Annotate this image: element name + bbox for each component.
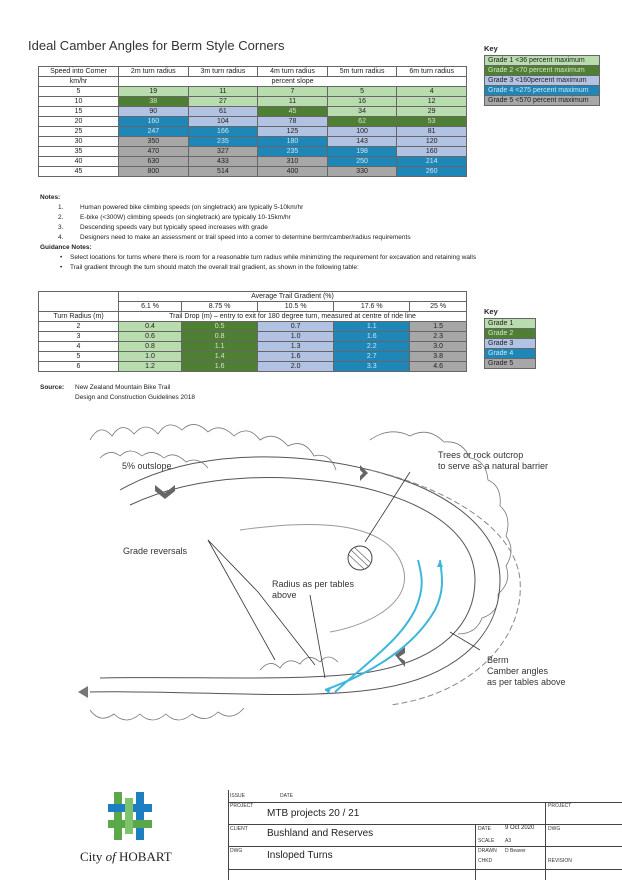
header-cell: Turn Radius (m) [39,312,119,322]
key-row [485,339,536,349]
drop-cell: 3.8 [410,352,467,362]
camber-cell: 260 [397,167,467,177]
table-row [39,322,467,332]
camber-table-header [39,67,467,77]
note-item: 4. Designers need to make an assessment or trail speed into a corner to determine berm/camber/radius requirements [58,234,411,241]
key-item: Grade 1 <36 percent maximum [485,56,600,66]
table-row [39,342,467,352]
camber-cell: 81 [397,127,467,137]
city-wordmark: City of HOBART [80,849,172,864]
drop-cell: 1.6 [258,352,334,362]
radius-leader [310,595,325,678]
camber-cell: 310 [258,157,328,167]
radius-cell: 2 [39,322,119,332]
outslope-label: 5% outslope [122,461,172,471]
header-cell: 5m turn radius [327,67,397,77]
camber-cell: 100 [327,127,397,137]
table-row [39,352,467,362]
camber-cell: 19 [119,87,189,97]
table-row [39,147,467,157]
camber-cell: 433 [188,157,258,167]
scale-label: SCALE [478,838,495,844]
key-item: Grade 4 [485,349,536,359]
key-item: Grade 3 <160percent maximum [485,76,600,86]
key-item: Grade 2 [485,329,536,339]
radius-label: Radius as per tables above [272,579,355,600]
gradient-header: 10.5 % [258,302,334,312]
drop-cell: 1.4 [182,352,258,362]
barrier-leader [365,472,410,542]
key-item: Grade 1 [485,319,536,329]
project-label: PROJECT [230,803,254,809]
gradient-header: 17.6 % [334,302,410,312]
speed-cell: 5 [39,87,119,97]
camber-cell: 247 [119,127,189,137]
guidance-item: • Trail gradient through the turn should match the overall trail gradient, as shown in the following table: [60,264,359,271]
key-row [485,66,600,76]
camber-cell: 11 [188,87,258,97]
drop-cell: 1.0 [258,332,334,342]
drop-cell: 0.7 [258,322,334,332]
camber-cell: 45 [258,107,328,117]
drop-cell: 1.3 [258,342,334,352]
radius-cell: 5 [39,352,119,362]
drop-cell: 0.6 [119,332,182,342]
guidance-heading: Guidance Notes: [40,244,92,251]
key-title: Key [484,44,498,53]
issue-label: ISSUE [230,793,246,799]
table-row [39,332,467,342]
date-value: 9 Oct 2020 [505,825,535,831]
key-item: Grade 3 [485,339,536,349]
radius-cell: 6 [39,362,119,372]
drop-cell: 2.3 [410,332,467,342]
camber-cell: 27 [188,97,258,107]
gradient-header: 8.75 % [182,302,258,312]
camber-cell: 62 [327,117,397,127]
key-row [485,319,536,329]
key-item: Grade 2 <70 percent maximum [485,66,600,76]
grade-reversals-label: Grade reversals [123,546,188,556]
camber-cell: 104 [188,117,258,127]
table-row [39,97,467,107]
camber-cell: 180 [258,137,328,147]
drop-cell: 3.3 [334,362,410,372]
camber-table [38,66,467,177]
logo-bar [125,798,133,834]
drop-cell: 1.2 [119,362,182,372]
chevron-icon [360,465,368,481]
drawn-value: D Beaver [505,848,526,854]
chkd-label: CHKD [478,858,493,864]
berm-leader [450,632,480,650]
header-cell: 4m turn radius [258,67,328,77]
logo-bar [136,792,144,840]
key-item: Grade 4 <275 percent maximum [485,86,600,96]
camber-cell: 16 [327,97,397,107]
table-row [39,87,467,97]
trail-outer-edge [90,457,500,695]
page-title: Ideal Camber Angles for Berm Style Corners [28,38,285,53]
scale-value: A3 [505,838,512,844]
speed-cell: 35 [39,147,119,157]
camber-cell: 160 [397,147,467,157]
camber-cell: 235 [258,147,328,157]
speed-cell: 30 [39,137,119,147]
drop-cell: 1.5 [410,322,467,332]
key-item: Grade 5 <570 percent maximum [485,96,600,106]
header-cell: Speed into Corner [39,67,119,77]
camber-cell: 330 [327,167,397,177]
camber-cell: 166 [188,127,258,137]
camber-cell: 470 [119,147,189,157]
camber-cell: 143 [327,137,397,147]
revision-label: REVISION [548,858,572,864]
drop-cell: 4.6 [410,362,467,372]
drop-cell: 1.0 [119,352,182,362]
camber-cell: 514 [188,167,258,177]
header-cell [39,292,119,312]
camber-cell: 160 [119,117,189,127]
client-value: Bushland and Reserves [267,828,374,839]
barrier-label: Trees or rock outcrop to serve as a natural barrier [438,450,549,471]
key-row [485,76,600,86]
speed-cell: 45 [39,167,119,177]
trail-inner-edge [100,478,475,678]
dwg-label: DWG [230,848,243,854]
key-row [485,349,536,359]
camber-cell: 78 [258,117,328,127]
camber-cell: 327 [188,147,258,157]
key-row [485,86,600,96]
gradient-header: 6.1 % [119,302,182,312]
table-row [39,167,467,177]
guidance-item: • Select locations for turns where there is room for a reasonable turn radius while minimizing the requirement for excavation and retaining walls [60,254,477,261]
camber-cell: 630 [119,157,189,167]
key-row [485,56,600,66]
key-row [485,359,536,369]
radius-cell: 4 [39,342,119,352]
drop-cell: 2.2 [334,342,410,352]
grade-key-2 [484,318,536,369]
source-text: New Zealand Mountain Bike Trail Design and Construction Guidelines 2018 [75,384,195,401]
drop-cell: 1.6 [334,332,410,342]
key-row [485,96,600,106]
note-item: 3. Descending speeds vary but typically speed increases with grade [58,224,268,231]
camber-cell: 90 [119,107,189,117]
drop-cell: 1.1 [334,322,410,332]
radius-cell: 3 [39,332,119,342]
table-row [39,157,467,167]
camber-cell: 7 [258,87,328,97]
speed-cell: 40 [39,157,119,167]
dwg-label-right: DWG [548,826,561,832]
header-cell: Average Trail Gradient (%) [119,292,467,302]
drop-cell: 0.8 [182,332,258,342]
header-cell: 6m turn radius [397,67,467,77]
key2-title: Key [484,307,498,316]
camber-cell: 350 [119,137,189,147]
note-item: 2. E-bike (<300W) climbing speeds (on singletrack) are typically 10-15km/hr [58,214,291,221]
drop-cell: 0.8 [119,342,182,352]
drop-cell: 1.6 [182,362,258,372]
ride-line-arrowhead-top [437,560,443,567]
speed-cell: 25 [39,127,119,137]
camber-cell: 11 [258,97,328,107]
camber-table-subheader [39,77,467,87]
camber-cell: 61 [188,107,258,117]
date-label: DATE [478,826,491,832]
camber-cell: 198 [327,147,397,157]
table-row [39,137,467,147]
header-cell: percent slope [119,77,467,87]
exit-arrow-icon [78,686,88,698]
logo-bar [114,792,122,840]
grade-key [484,55,600,106]
camber-cell: 38 [119,97,189,107]
table-row [39,362,467,372]
drawn-label: DRAWN [478,848,497,854]
table-row [39,127,467,137]
reversal-leader-1 [208,540,315,665]
gradient-header: 25 % [410,302,467,312]
city-logo [106,790,154,842]
source-label: Source: [40,384,65,391]
berm-label: Berm Camber angles as per tables above [487,655,566,687]
camber-cell: 125 [258,127,328,137]
notes-heading: Notes: [40,194,61,201]
header-cell: km/hr [39,77,119,87]
speed-cell: 20 [39,117,119,127]
camber-cell: 4 [397,87,467,97]
project-value: MTB projects 20 / 21 [267,808,360,819]
client-label: CLIENT [230,826,248,832]
key-row [485,329,536,339]
vegetation-bottom [90,708,244,720]
vegetation-mid [260,657,338,670]
project-label-right: PROJECT [548,803,572,809]
camber-cell: 34 [327,107,397,117]
notes-section [40,193,600,273]
key-item: Grade 5 [485,359,536,369]
camber-cell: 53 [397,117,467,127]
header-cell: 3m turn radius [188,67,258,77]
table-row [39,107,467,117]
dwg-value: Insloped Turns [267,850,333,861]
drop-cell: 3.0 [410,342,467,352]
header-cell: 2m turn radius [119,67,189,77]
camber-cell: 400 [258,167,328,177]
drop-cell: 0.4 [119,322,182,332]
camber-cell: 12 [397,97,467,107]
speed-cell: 10 [39,97,119,107]
speed-cell: 15 [39,107,119,117]
camber-cell: 29 [397,107,467,117]
camber-cell: 5 [327,87,397,97]
camber-cell: 250 [327,157,397,167]
trail-drop-table [38,291,467,372]
table-row [39,117,467,127]
drop-cell: 0.5 [182,322,258,332]
note-item: 1. Human powered bike climbing speeds (on singletrack) are typically 5-10km/hr [58,204,304,211]
reversal-leader-2 [208,540,275,660]
date-top-label: DATE [280,793,293,799]
camber-cell: 800 [119,167,189,177]
camber-cell: 235 [188,137,258,147]
drop-cell: 1.1 [182,342,258,352]
drop-cell: 2.7 [334,352,410,362]
camber-cell: 214 [397,157,467,167]
camber-cell: 120 [397,137,467,147]
drop-cell: 2.0 [258,362,334,372]
header-cell: Trail Drop (m) – entry to exit for 180 degree turn, measured at centre of ride line [119,312,467,322]
